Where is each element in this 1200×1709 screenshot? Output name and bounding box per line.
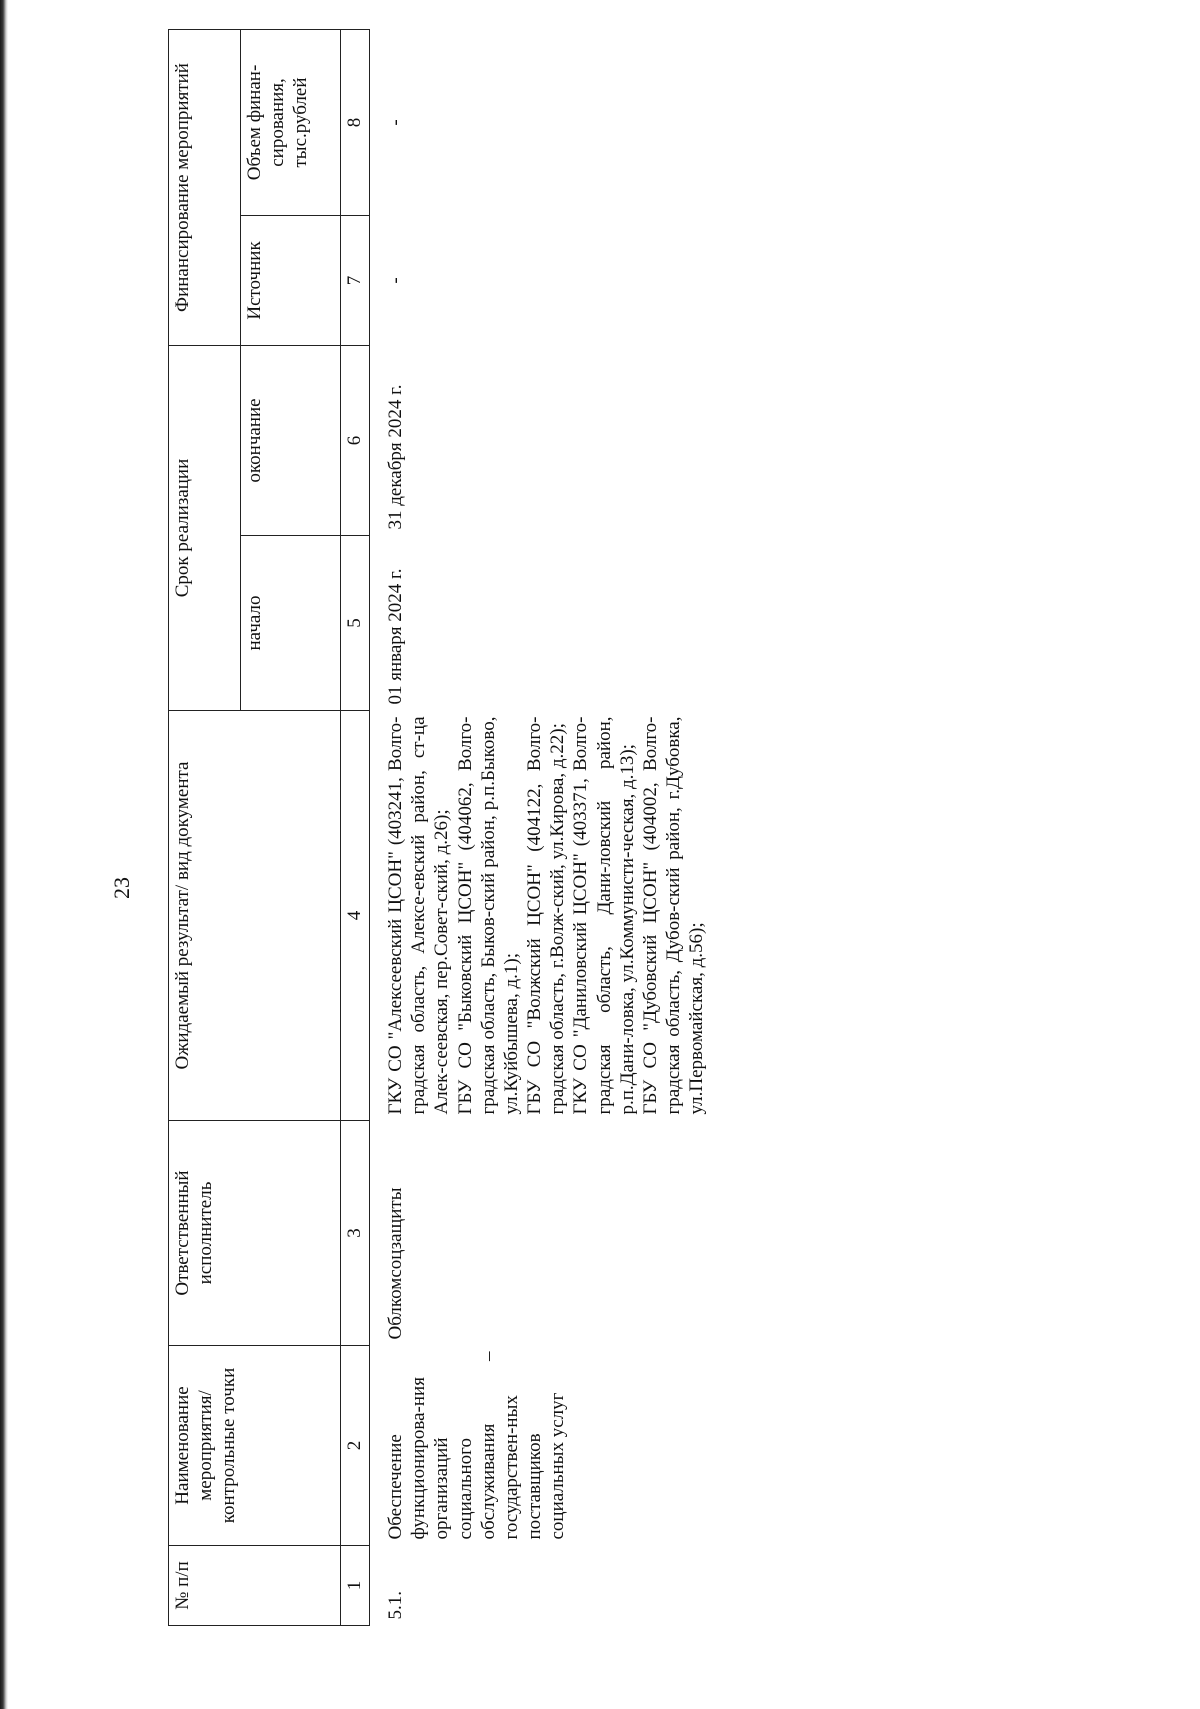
header-start: начало — [241, 536, 341, 711]
header-source: Источник — [241, 215, 341, 345]
row-start-date: 01 января 2024 г. — [385, 568, 406, 705]
page-number: 23 — [109, 877, 134, 899]
column-number: 8 — [341, 29, 370, 215]
row-funding-volume: - — [385, 119, 406, 126]
result-entry: ГКУ СО "Даниловский ЦСОН" (403371, Волго-градская область, Дани-ловский район, р.п.Дани-ловка, ул.Коммунисти-ческая, д.13); — [570, 716, 638, 1115]
row-activity-name: Обеспечение функционирова-ния организаций социального обслуживания – государствен-ных поставщиков социальных услуг — [385, 1351, 569, 1540]
column-number: 3 — [341, 1121, 370, 1346]
row-executor: Облкомсоцзащиты — [385, 1187, 406, 1340]
header-result: Ожидаемый результат/ вид документа — [169, 711, 341, 1121]
header-name: Наименование мероприятия/ контрольные точки — [169, 1346, 341, 1546]
header-financing: Финансирование мероприятий — [169, 29, 241, 345]
result-entry: ГКУ СО "Алексеевский ЦСОН" (403241, Волго-градская область, Алексе-евский район, ст-ца Алек-сеевская, пер.Совет-ский, д.26); — [385, 716, 453, 1115]
scan-edge — [0, 0, 8, 1709]
column-number: 4 — [341, 711, 370, 1121]
column-number: 5 — [341, 536, 370, 711]
column-number: 6 — [341, 345, 370, 535]
header-executor: Ответственный исполнитель — [169, 1121, 341, 1346]
header-volume: Объем финан-сирования, тыс.рублей — [241, 29, 341, 215]
result-entry: ГБУ СО "Быковский ЦСОН" (404062, Волго-градская область, Быков-ский район, р.п.Быково, ул.Куйбышева, д.1); — [454, 716, 522, 1115]
column-number: 2 — [341, 1346, 370, 1546]
row-end-date: 31 декабря 2024 г. — [385, 384, 406, 530]
column-number-row — [341, 29, 370, 1625]
result-entry: ГБУ СО "Дубовский ЦСОН" (404002, Волго-градская область, Дубов-ский район, г.Дубовка, ул.Первомайская, д.56); — [639, 716, 708, 1115]
row-expected-result — [370, 711, 711, 1121]
rotated-table-container — [168, 30, 846, 1626]
table-row — [370, 29, 711, 1625]
row-funding-source: - — [385, 277, 406, 284]
result-entry: ГБУ СО "Волжский ЦСОН" (404122, Волго-градская область, г.Волж-ский, ул.Кирова, д.22); — [524, 716, 569, 1115]
column-number: 7 — [341, 215, 370, 345]
header-period: Срок реализации — [169, 345, 241, 710]
header-num: № п/п — [169, 1546, 341, 1626]
header-end: окончание — [241, 345, 341, 535]
column-number: 1 — [341, 1546, 370, 1626]
row-num: 5.1. — [385, 1591, 406, 1620]
activities-table — [168, 29, 710, 1626]
